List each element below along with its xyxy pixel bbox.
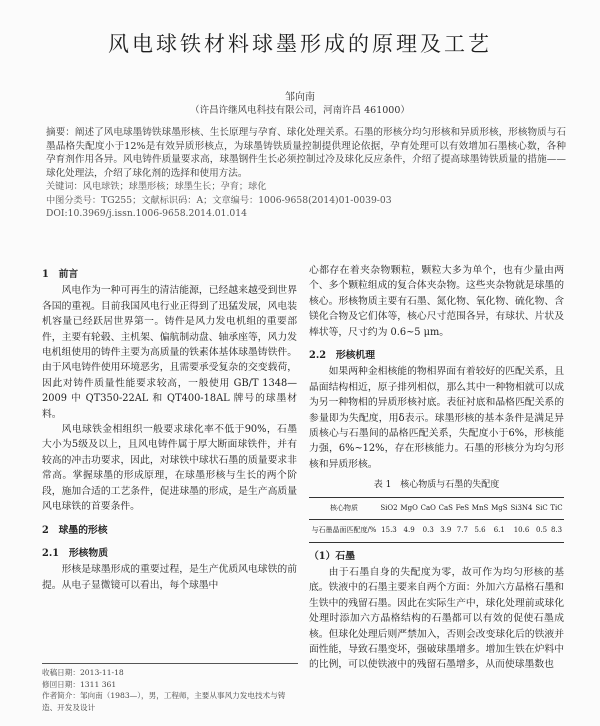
classification: 中图分类号：TG255；文献标识码：A；文章编号：1006-9658(2014)01-0039-03 xyxy=(46,194,392,206)
table-header-cell: Si3N4 xyxy=(509,497,534,519)
table-title: 表 1 核心物质与石墨的失配度 xyxy=(373,480,500,491)
paragraph: 如果两种金相核能的物相界面有着较好的匹配关系，且晶面结构相近，原子排列相似，那么其中一种物相就可以成为另一种物相的异质形核衬底。表征衬底和晶格匹配关系的参量即为失配度，用δ表示。球墨形核的基本条件是满足异质核心与石墨间的晶格匹配关系，失配度小于6%，形核能力强，6%~12%，存在形核能力。石墨的形核分为均匀形核和异质形核。 xyxy=(309,366,564,470)
table-header-row xyxy=(309,497,564,519)
paragraph: 形核是球墨形成的重要过程，是生产优质风电球铁的前提。从电子显微镜可以看出，每个球墨中 xyxy=(42,564,297,591)
abstract-text: 摘要：阐述了风电球墨铸铁球墨形核、生长原理与孕育、球化处理关系。石墨的形核分均匀形核和异质形核，形核物质与石墨晶格失配度小于12%是有效异质形核点，为球墨铸铁质量控制提供理论依据，孕育处理可以有效增加石墨核心数，各种孕育剂作用各异。风电铸件质量要求高，球墨钢件生长必须控制过冷及球化反应条件，介绍了提高球墨铸铁质量的措施——球化处理法，介绍了球化剂的选择和使用方法。 xyxy=(46,127,566,179)
table-cell: 3.9 xyxy=(440,526,452,535)
table-header-cell: CaO xyxy=(419,497,437,519)
table-header-cell: SiO2 xyxy=(379,497,399,519)
table-cell: 10.6 xyxy=(513,526,530,535)
paragraph: 风电球铁金相组织一般要求球化率不低于90%，石墨大小为5级及以上，且风电铸件属于厚大断面球铁件，并有较高的冲击功要求，因此，对球铁中球状石墨的质量要求非常高。掌握球墨的形成原理，在球墨形核与生长的两个阶段，施加合适的工艺条件，促进球墨的形成，是生产高质量风电球铁的首要条件。 xyxy=(42,424,297,513)
table-cell: 4.9 xyxy=(403,526,415,535)
right-column xyxy=(309,263,564,673)
paragraph: 风电作为一种可再生的清洁能源，已经越来越受到世界各国的重视。目前我国风电行业正得到了迅猛发展，风电装机容量已经跃居世界第一。铸件是风力发电机组的重要部件，主要有轮毂、主机架、偏航制动盘、轴承座等，风力发电机组使用的铸件主要为高质量的铁素体基体球墨铸铁件。由于风电铸件使用环境恶劣，且需要承受复杂的交变载荷，因此对铸件质量性能要求较高，一般使用 GB/T 1348—2009 中 QT350-22AL 和 QT400-18AL 牌号的球墨材料。 xyxy=(42,285,297,420)
affiliation: （许昌许继风电科技有限公司，河南许昌 461000） xyxy=(190,105,410,116)
table-cell: 7.7 xyxy=(456,526,468,535)
right-column-top xyxy=(309,263,564,472)
table-cell: 6.1 xyxy=(493,526,505,535)
table-header-cell: SiC xyxy=(534,497,549,519)
abstract-block xyxy=(46,126,566,221)
footnote: 作者简介：邹向南（1983—），男，工程师，主要从事风力发电技术与铸造、开发及设计 xyxy=(42,691,286,712)
footnote: 收稿日期：2013-11-18 xyxy=(42,668,124,677)
section-heading: （1）石墨 xyxy=(309,550,356,562)
table-cell: 5.6 xyxy=(474,526,486,535)
right-column-bottom xyxy=(309,549,564,673)
doi: DOI:10.3969/j.issn.1006-9658.2014.01.014 xyxy=(46,208,247,220)
table-header-cell: MgS xyxy=(490,497,509,519)
section-heading: 1 前言 xyxy=(42,269,79,280)
table-header-cell: CaS xyxy=(437,497,454,519)
section-heading: 2.1 形核物质 xyxy=(42,547,109,559)
paragraph: 由于石墨自身的失配度为零，故可作为均匀形核的基底。铁液中的石墨主要来自两个方面：外加六方晶格石墨和生铁中的残留石墨。因此在实际生产中，球化处理前或球化处理时添加六方晶格结构的石墨都可以有效的促使石墨成核。但球化处理后则严禁加入，否则会改变球化后的铁液并面性能，导致石墨变坏，强破球墨增多。增加生铁在炉料中的比例，可以使铁液中的残留石墨增多，从而使球墨数也 xyxy=(309,566,564,671)
section-heading: 2.2 形核机理 xyxy=(309,350,376,362)
footnotes xyxy=(42,663,298,713)
table-header-cell: TiC xyxy=(549,497,564,519)
table-cell: 0.3 xyxy=(422,526,434,535)
table-cell: 0.5 xyxy=(535,526,548,535)
table-header-cell: MnS xyxy=(470,497,489,519)
footnote: 修回日期：1311 361 xyxy=(42,679,117,689)
table-cell: 15.3 xyxy=(381,526,397,535)
table-row xyxy=(309,520,564,542)
page-title: 风电球铁材料球墨形成的原理及工艺 xyxy=(108,32,492,56)
paragraph: 心都存在着夹杂物颗粒，颗粒大多为单个，也有少量由两个、多个颗粒组成的复合体夹杂物。这些夹杂物就是球墨的核心。形核物质主要有石墨、氮化物、氧化物、硫化物、含镁化合物及它们体等，核心尺寸范围各异，有球状、片状及棒状等，尺寸约为 0.6~5 μm。 xyxy=(309,265,564,338)
table-cell: 8.3 xyxy=(550,526,563,535)
table-header-cell: FeS xyxy=(454,497,470,519)
mismatch-table xyxy=(309,497,564,543)
table-header-cell: 核心物质 xyxy=(309,497,379,519)
table-header-cell: MgO xyxy=(399,497,419,519)
keywords: 关键词：风电球铁；球墨形核；球墨生长；孕育；球化 xyxy=(46,181,267,193)
author: 邹向南 xyxy=(285,92,315,103)
section-heading: 2 球墨的形核 xyxy=(42,524,108,536)
left-column xyxy=(42,267,297,593)
table-row-label: 与石墨晶面匹配度/% xyxy=(311,526,377,535)
